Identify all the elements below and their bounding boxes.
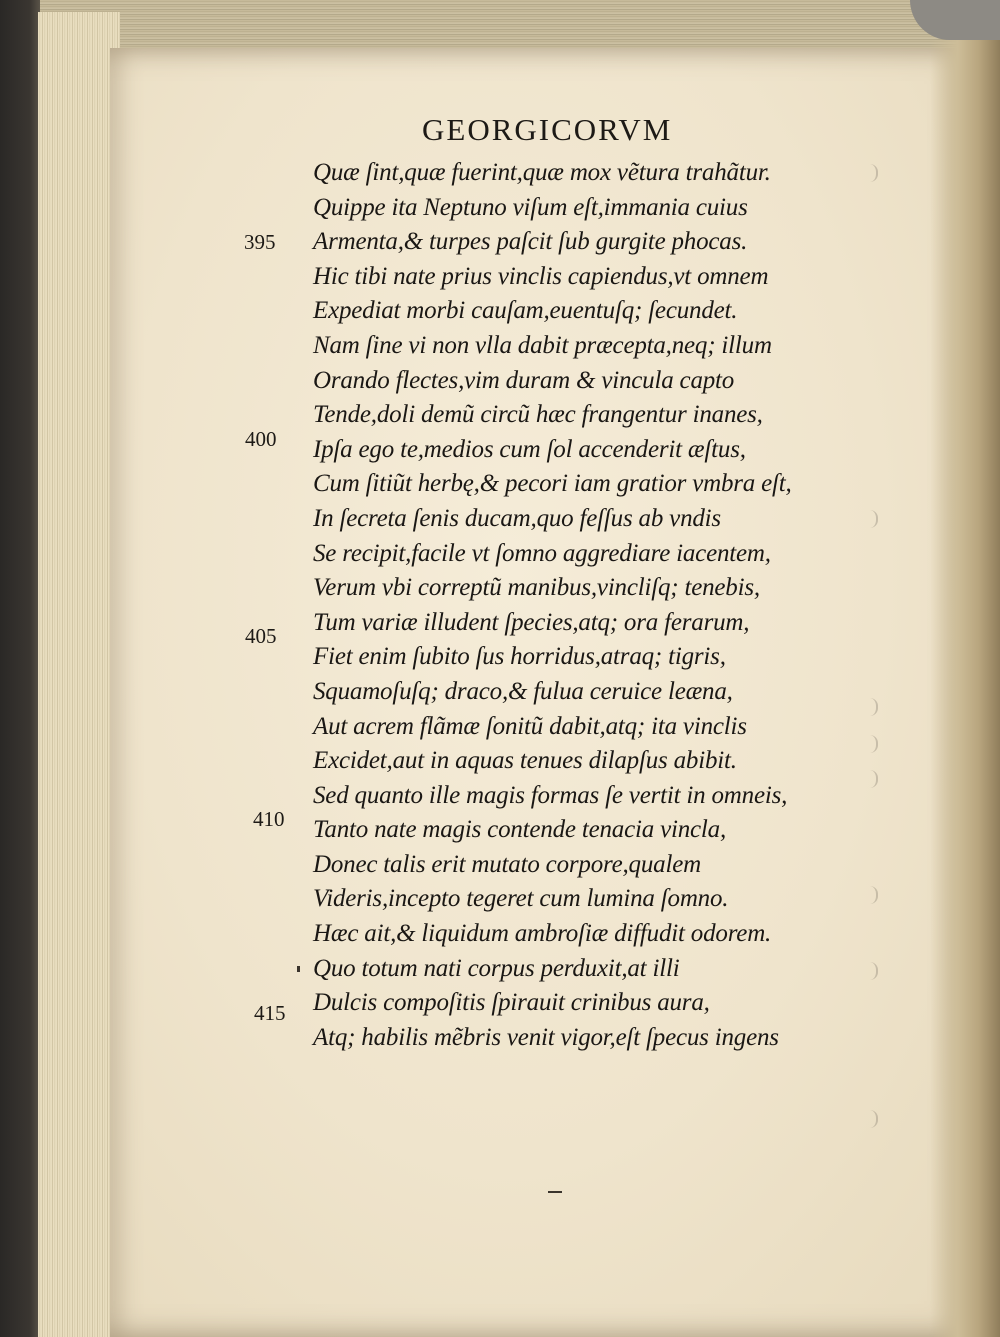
verse-line: Armenta,& turpes paſcit ſub gurgite phocas. [313,228,748,256]
verse-line: Verum vbi correptũ manibus,vincliſq; tenebis, [313,574,760,602]
page-gutter [930,40,1000,1337]
verse-line: Hic tibi nate prius vinclis capiendus,vt omnem [313,262,769,290]
line-number-395: 395 [244,230,276,254]
verse-line: Nam ſine vi non vlla dabit præcepta,neq; illum [313,331,772,359]
book-top-edge [40,0,1000,50]
verse-line: Se recipit,facile vt ſomno aggrediare iacentem, [313,539,771,567]
page-edges [38,12,120,1337]
stray-mark [297,966,300,972]
verse-line: Quo totum nati corpus perduxit,at illi [313,954,680,982]
verse-line: Fiet enim ſubito ſus horridus,atraq; tigris, [313,643,726,671]
stray-mark [548,1191,562,1193]
verse-line: Squamoſuſq; draco,& fulua ceruice leæna, [313,677,733,705]
verse-line: Orando flectes,vim duram & vincula capto [313,366,735,394]
verse-line: Quæ ſint,quæ fuerint,quæ mox vẽtura trahãtur. [313,159,771,186]
verse-line: Sed quanto ille magis formas ſe vertit in omneis, [313,781,788,809]
verse-line: Aut acrem flãmæ ſonitũ dabit,atq; ita vinclis [313,712,747,740]
running-head: GEORGICORVM [422,112,673,147]
line-number-410: 410 [253,807,285,831]
line-number-400: 400 [245,427,277,451]
verse-line: Tende,doli demũ circũ hæc frangentur inanes, [313,401,763,429]
verse-line: Excidet,aut in aquas tenues dilapſus abibit. [313,747,737,775]
verse-line: Tanto nate magis contende tenacia vincla, [313,816,727,844]
verse-line: Expediat morbi cauſam,euentuſq; ſecundet. [313,297,738,325]
verse-line: Hæc ait,& liquidum ambroſiæ diffudit odorem. [313,920,772,948]
verse-line: Tum variæ illudent ſpecies,atq; ora ferarum, [313,608,750,636]
line-number-415: 415 [254,1001,286,1025]
verse-line: Videris,incepto tegeret cum lumina ſomno. [313,885,729,913]
verse-line: Donec talis erit mutato corpore,qualem [313,850,701,878]
verse-line: Cum ſitiũt herbę,& pecori iam gratior vmbra eſt, [313,470,792,498]
verse-line: Atq; habilis mẽbris venit vigor,eſt ſpecus ingens [313,1023,779,1051]
verse-block [313,156,893,1055]
line-number-405: 405 [245,624,277,648]
verse-line: Quippe ita Neptuno viſum eſt,immania cuius [313,193,748,221]
verse-line: In ſecreta ſenis ducam,quo feſſus ab vndis [313,504,721,532]
verse-line: Dulcis compoſitis ſpirauit crinibus aura, [313,989,710,1017]
verse-line: Ipſa ego te,medios cum ſol accenderit æſtus, [313,435,746,463]
